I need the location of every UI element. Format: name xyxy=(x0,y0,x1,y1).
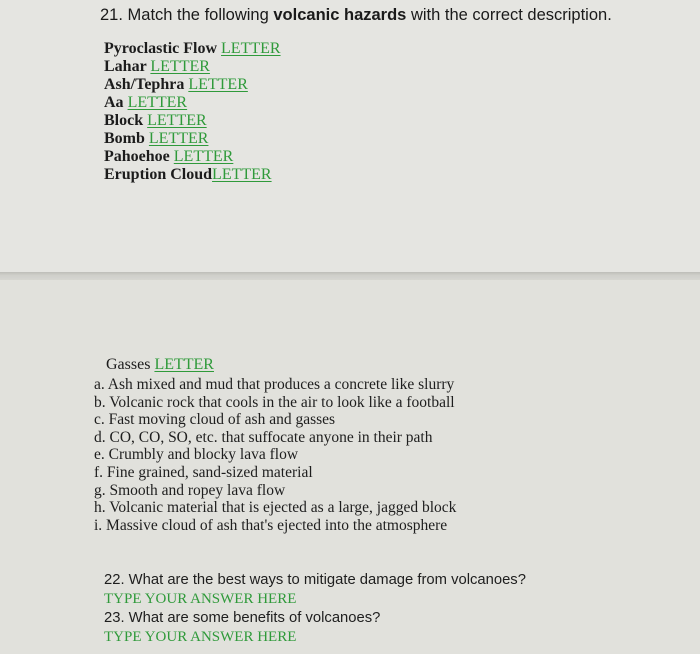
hazard-row xyxy=(104,130,281,148)
list-item: a. Ash mixed and mud that produces a concrete like slurry xyxy=(94,376,455,393)
hazard-row xyxy=(104,112,281,130)
list-item: f. Fine grained, sand-sized material xyxy=(94,463,313,481)
letter-input[interactable]: LETTER xyxy=(147,112,207,129)
list-item: g. Smooth and ropey lava flow xyxy=(94,481,286,499)
question-21-title xyxy=(100,6,612,25)
letter-input[interactable]: LETTER xyxy=(150,58,210,75)
letter-input[interactable]: LETTER xyxy=(148,130,209,147)
open-questions xyxy=(104,571,526,647)
hazard-name: Block xyxy=(104,112,144,129)
hazard-name: Gasses xyxy=(106,356,151,373)
hazard-name: Pahoehoe xyxy=(104,148,170,165)
question-21-suffix: with the correct description. xyxy=(410,6,612,24)
list-item: i. Massive cloud of ash that's ejected into the atmosphere xyxy=(94,516,448,534)
hazard-row xyxy=(104,94,281,112)
question-21-prefix: Match the following xyxy=(127,6,269,24)
hazard-name: Pyroclastic Flow xyxy=(104,40,218,57)
hazard-row-gasses xyxy=(106,356,214,374)
question-22-answer-field[interactable]: TYPE YOUR ANSWER HERE xyxy=(104,591,297,607)
question-23-answer-field[interactable]: TYPE YOUR ANSWER HERE xyxy=(104,629,297,645)
hazard-list xyxy=(104,40,281,184)
hazard-row xyxy=(104,166,281,184)
letter-input[interactable]: LETTER xyxy=(127,94,188,111)
hazard-name: Bomb xyxy=(104,130,145,147)
description-list xyxy=(94,376,456,534)
question-21-bold: volcanic hazards xyxy=(273,6,407,24)
hazard-name: Lahar xyxy=(104,58,147,75)
letter-input[interactable]: LETTER xyxy=(154,356,214,373)
hazard-row xyxy=(104,76,281,94)
hazard-row xyxy=(104,58,281,76)
list-item: c. Fast moving cloud of ash and gasses xyxy=(94,411,336,429)
hazard-name: Aa xyxy=(104,94,124,111)
letter-input[interactable]: LETTER xyxy=(173,148,234,165)
section-divider xyxy=(0,272,700,280)
letter-input[interactable]: LETTER xyxy=(212,166,272,183)
hazard-row xyxy=(104,148,281,166)
hazard-name: Eruption Cloud xyxy=(104,166,213,183)
hazard-name: Ash/Tephra xyxy=(104,76,185,93)
list-item: e. Crumbly and blocky lava flow xyxy=(94,446,299,464)
question-23-text: 23. What are some benefits of volcanoes? xyxy=(104,610,381,626)
letter-input[interactable]: LETTER xyxy=(221,40,281,57)
hazard-row xyxy=(104,40,281,58)
list-item: d. CO, CO, SO, etc. that suffocate anyone in their path xyxy=(94,428,433,446)
list-item: h. Volcanic material that is ejected as a large, jagged block xyxy=(94,499,457,517)
question-22-text: 22. What are the best ways to mitigate damage from volcanoes? xyxy=(104,572,526,588)
list-item: b. Volcanic rock that cools in the air to look like a football xyxy=(94,393,455,411)
question-21-number: 21. xyxy=(100,6,123,24)
letter-input[interactable]: LETTER xyxy=(188,76,248,93)
